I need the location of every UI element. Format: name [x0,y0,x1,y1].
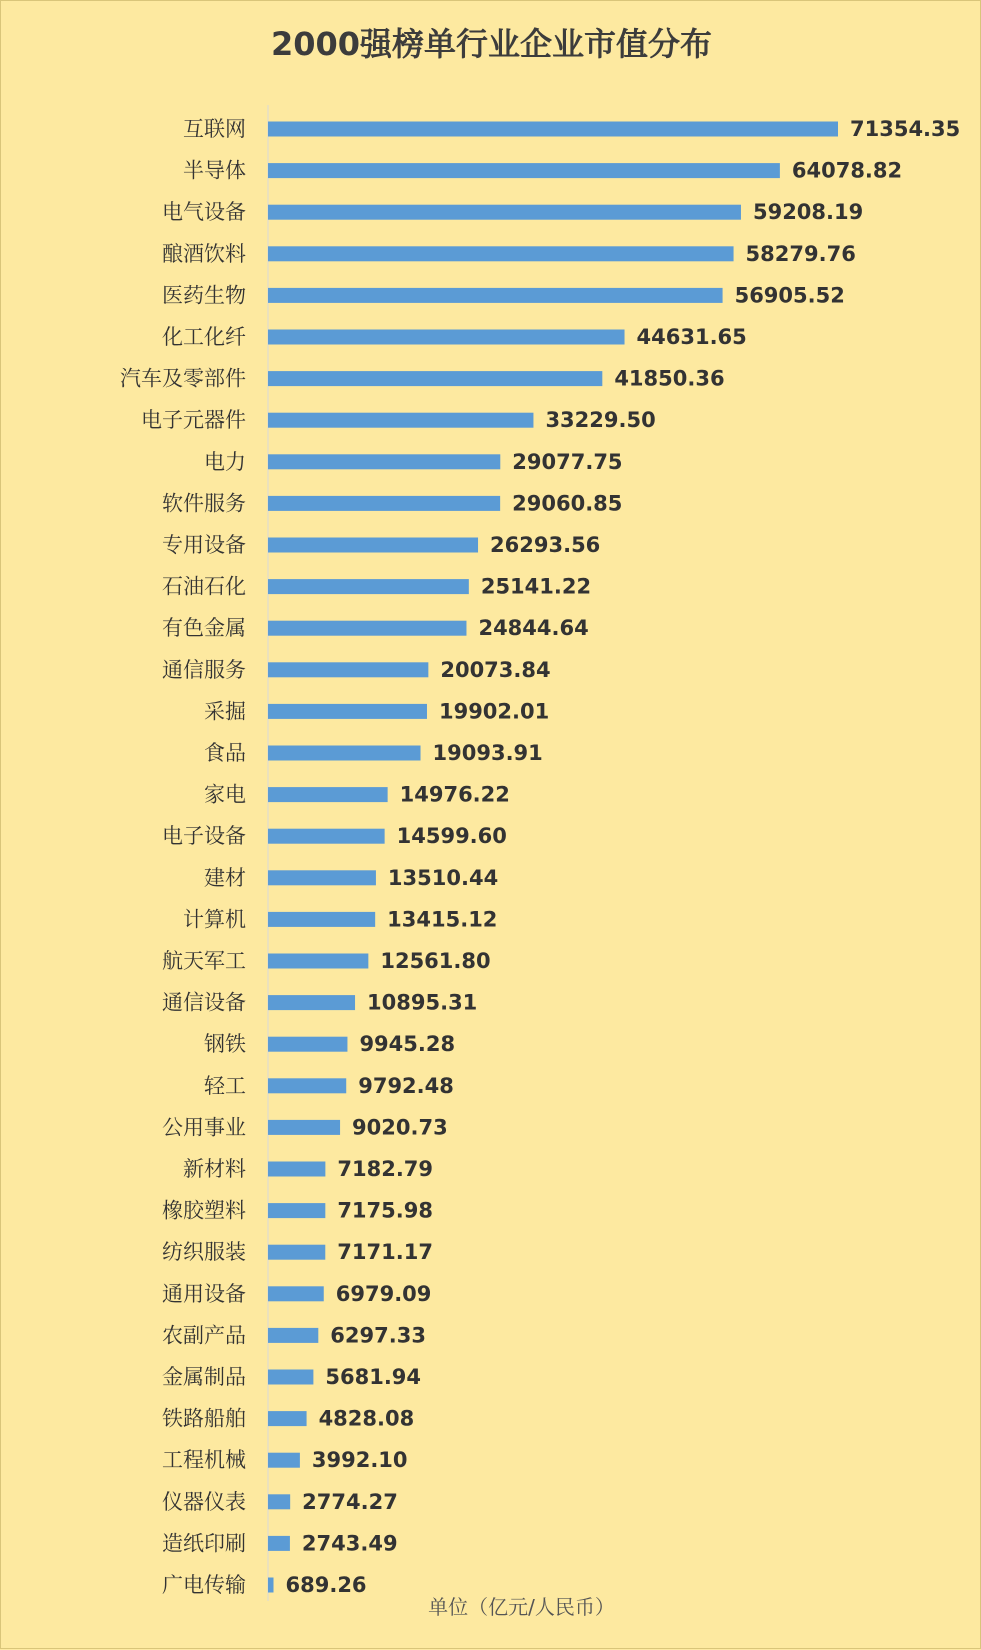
category-label: 医药生物 [162,283,246,308]
bar-chart [1,1,981,1650]
category-label: 造纸印刷 [162,1531,246,1556]
x-axis-unit-label: 单位（亿元/人民币） [428,1595,615,1619]
value-label: 6297.33 [330,1323,426,1348]
bar [268,746,421,761]
category-label: 专用设备 [162,533,246,557]
value-label: 29077.75 [512,449,623,474]
bar [268,1078,346,1093]
bar [268,496,500,511]
value-label: 25141.22 [480,574,592,599]
category-label: 有色金属 [162,616,246,641]
bar [268,662,428,677]
category-label: 互联网 [183,117,246,141]
value-label: 26293.56 [490,533,601,557]
value-label: 4828.08 [318,1406,415,1431]
category-label: 建材 [204,865,246,890]
category-label: 酿酒饮料 [162,241,246,266]
bar [268,1162,325,1177]
bar [268,621,466,636]
bar [268,288,723,303]
category-label: 航天军工 [162,949,246,973]
bar [268,787,388,802]
value-label: 24844.64 [478,616,589,641]
bar [268,330,625,345]
category-label: 电力 [204,449,246,474]
bar [268,954,368,969]
bar [268,1411,307,1426]
value-label: 29060.85 [512,491,623,516]
bar [268,1120,340,1135]
bar [268,205,741,220]
category-label: 食品 [204,741,246,765]
category-label: 电子元器件 [141,408,246,433]
bar [268,163,780,178]
category-label: 石油石化 [162,574,246,599]
category-label: 采掘 [204,699,246,724]
value-label: 7171.17 [337,1240,433,1265]
value-label: 19093.91 [432,741,543,765]
category-label: 半导体 [183,158,246,183]
value-label: 14599.60 [396,824,507,849]
category-label: 公用事业 [162,1115,246,1140]
category-label: 化工化纤 [162,325,246,349]
value-label: 64078.82 [791,158,903,183]
bar [268,1453,300,1468]
value-label: 2743.49 [301,1531,398,1556]
value-label: 59208.19 [752,200,864,225]
category-label: 通用设备 [162,1281,246,1306]
chart-title: 2000强榜单行业企业市值分布 [270,25,713,63]
value-label: 5681.94 [325,1365,422,1389]
bar [268,704,427,719]
category-label: 电气设备 [162,200,246,225]
value-label: 20073.84 [440,657,551,682]
bar [268,371,602,386]
bar [268,1370,313,1385]
category-label: 工程机械 [162,1448,246,1473]
category-label: 软件服务 [162,491,246,516]
value-label: 71354.35 [850,117,961,141]
category-label: 橡胶塑料 [162,1198,246,1223]
value-label: 33229.50 [545,408,656,433]
value-label: 3992.10 [311,1448,408,1473]
category-label: 仪器仪表 [162,1489,246,1514]
bar [268,413,533,428]
bar [268,454,500,469]
value-label: 6979.09 [335,1281,432,1306]
category-label: 钢铁 [204,1032,246,1057]
value-label: 2774.27 [302,1489,398,1514]
category-label: 通信设备 [162,990,246,1015]
bar [268,995,355,1010]
value-label: 13510.44 [387,865,499,890]
value-label: 41850.36 [614,366,725,391]
bar [268,1494,290,1509]
category-label: 新材料 [183,1157,246,1181]
bar [268,829,385,844]
value-label: 7175.98 [337,1198,433,1223]
value-label: 9020.73 [352,1115,448,1140]
category-label: 家电 [204,782,246,807]
bar [268,246,734,261]
category-label: 广电传输 [162,1573,246,1597]
category-label: 汽车及零部件 [120,366,246,391]
bar [268,870,376,885]
bar [268,1037,347,1052]
category-label: 通信服务 [162,657,246,682]
value-label: 58279.76 [745,241,856,266]
value-label: 9945.28 [359,1032,456,1057]
bar [268,1328,318,1343]
category-label: 计算机 [183,907,246,932]
value-label: 12561.80 [380,949,491,973]
value-label: 13415.12 [387,907,498,932]
category-label: 农副产品 [162,1323,246,1348]
value-label: 689.26 [285,1573,367,1597]
category-label: 电子设备 [162,824,246,849]
bar [268,1536,290,1551]
value-label: 56905.52 [734,283,845,308]
category-label: 轻工 [204,1073,246,1098]
bar [268,1203,325,1218]
value-label: 7182.79 [337,1157,434,1181]
bar [268,579,469,594]
bar [268,122,838,137]
bar [268,538,478,553]
bar [268,1245,325,1260]
bar [268,912,375,927]
category-label: 金属制品 [162,1365,246,1389]
bar [268,1286,324,1301]
value-label: 44631.65 [636,325,747,349]
value-label: 10895.31 [367,990,478,1015]
category-label: 纺织服装 [162,1240,246,1265]
value-label: 9792.48 [358,1073,454,1098]
value-label: 19902.01 [438,699,550,724]
value-label: 14976.22 [399,782,510,807]
category-label: 铁路船舶 [162,1406,246,1431]
